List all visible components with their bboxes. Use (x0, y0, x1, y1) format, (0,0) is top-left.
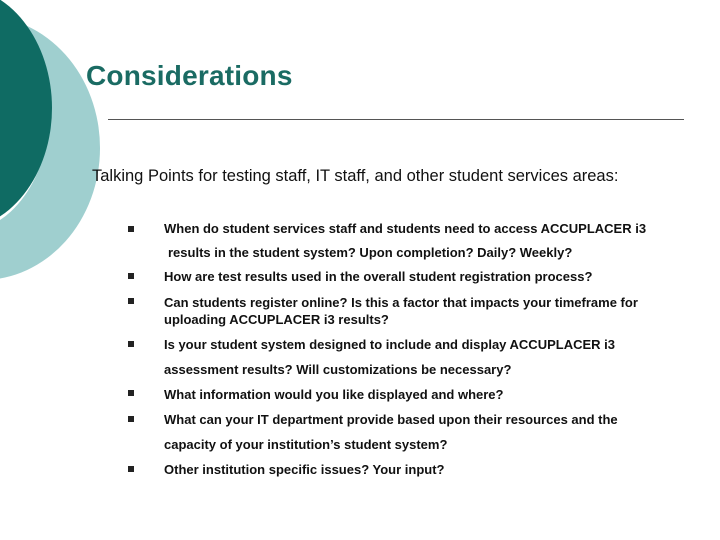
square-bullet-icon (128, 226, 134, 232)
bullet-text: Is your student system designed to include and display ACCUPLACER i3 (164, 337, 615, 352)
bullet-text: Other institution specific issues? Your input? (164, 462, 445, 477)
square-bullet-icon (128, 390, 134, 396)
title-divider (108, 119, 684, 120)
bullet-text: How are test results used in the overall student registration process? (164, 269, 593, 284)
intro-text: Talking Points for testing staff, IT staff, and other student services areas: (92, 167, 619, 185)
bullet-text: When do student services staff and students need to access ACCUPLACER i3 (164, 221, 647, 236)
square-bullet-icon (128, 416, 134, 422)
bullet-text-continued: uploading ACCUPLACER i3 results? (164, 312, 389, 327)
bullet-text-continued: capacity of your institution’s student system? (164, 437, 448, 452)
bullet-text: What can your IT department provide based upon their resources and the (164, 412, 618, 427)
bullet-text: What information would you like displayed and where? (164, 387, 504, 402)
square-bullet-icon (128, 273, 134, 279)
bullet-text: Can students register online? Is this a factor that impacts your timeframe for (164, 295, 638, 310)
square-bullet-icon (128, 341, 134, 347)
slide-title: Considerations (86, 60, 293, 91)
bullet-text-continued: results in the student system? Upon completion? Daily? Weekly? (168, 245, 573, 260)
decorative-circles (0, 0, 120, 300)
square-bullet-icon (128, 466, 134, 472)
square-bullet-icon (128, 298, 134, 304)
bullet-text-continued: assessment results? Will customizations be necessary? (164, 362, 512, 377)
